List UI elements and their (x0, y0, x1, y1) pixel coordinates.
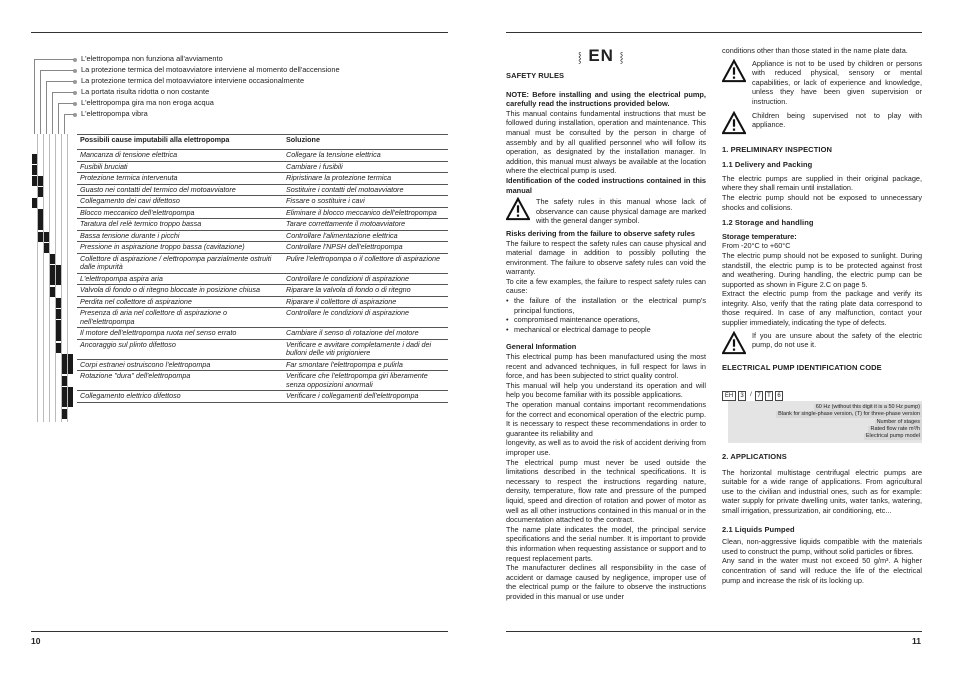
fault-marker (62, 387, 67, 407)
code-box: / (748, 391, 754, 401)
warning-text: The safety rules in this manual whose lack of observance can cause physical damage are marked with the general danger symbol. (536, 197, 706, 226)
cause-cell: Ancoraggio sul plinto difettoso (77, 339, 283, 359)
solution-cell: Eliminare il blocco meccanico dell'elettropompa (283, 207, 448, 219)
paragraph: The failure to respect the safety rules can cause physical and material damage in addition to possibly polluting the environment. The failure to observe safety rules can void the warranty. (506, 238, 706, 277)
solution-cell: Riparare il collettore di aspirazione (283, 296, 448, 308)
fault-marker (56, 298, 61, 308)
paragraph: longevity, as well as to avoid the risk of accident deriving from improper use. (506, 438, 706, 457)
fault-marker (50, 287, 55, 297)
table-row (77, 285, 448, 297)
cause-cell: Fusibili bruciati (77, 161, 283, 173)
grid-line (67, 134, 68, 422)
paragraph: The electric pump should not be exposed to sunlight. During standstill, the electric pump is to be protected against frost and weathering. During handling, the electric pump can be supported as shown in Figure 2.C on page 5. (722, 250, 922, 289)
paragraph: The operation manual contains important recommendations for the correct and economical operation of the electric pump. It is necessary to respect these recommendations in order to guarantee its reliability and (506, 400, 706, 438)
danger-triangle-icon (722, 111, 746, 135)
table-row (77, 359, 448, 371)
paragraph: Any sand in the water must not exceed 50 g/m³. A higher concentration of sand will reduce the life of the electrical pump and increase the risk of its locking up. (722, 556, 922, 585)
cause-cell: Rotazione "dura" dell'elettropompa (77, 371, 283, 391)
danger-triangle-icon (722, 59, 746, 83)
fault-marker (62, 409, 67, 419)
paragraph: This manual will help you understand its operation and will help you become familiar with its possible applications. (506, 380, 706, 400)
code-box: T (765, 391, 773, 401)
cause-cell: Blocco meccanico dell'elettropompa (77, 207, 283, 219)
connector-line (52, 92, 53, 134)
connector-line (58, 103, 74, 104)
troubleshooting-table (77, 134, 448, 403)
intro-paragraph: This manual contains fundamental instructions that must be followed during installation, operation and maintenance. This manual must be consulted by the person in charge of assembly and by all qualified personnel who will follow its operation, as designated by the installation manager. In addition, this manual must always be available at the location where the electrical pump is used. (506, 108, 706, 176)
fault-item: La protezione termica del motoavviatore interviene al momento dell'accensione (81, 65, 340, 74)
paragraph: The horizontal multistage centrifugal electric pumps are suitable for a wide range of applications. From agricultural use to the civilian and industrial ones, such as for example: water supply for private dwelling units, water tanks, watering, small irrigation, pressurization, air conditioning, etc... (722, 467, 922, 515)
page-number: 11 (912, 636, 921, 646)
cause-cell: Protezione termica intervenuta (77, 173, 283, 185)
solution-cell: Controllare l'NPSH dell'elettropompa (283, 242, 448, 254)
table-row (77, 253, 448, 273)
fault-marker (56, 265, 61, 285)
subheading: Risks deriving from the failure to observe safety rules (506, 228, 695, 238)
column-right (722, 46, 922, 372)
code-label: 60 Hz (without this digit it is a 50 Hz pump) (815, 404, 920, 410)
fault-marker (56, 343, 61, 353)
cause-cell: Corpi estranei ostruiscono l'elettropompa (77, 359, 283, 371)
fault-marker (50, 265, 55, 285)
connector-line (34, 59, 35, 134)
connector-line (34, 59, 74, 60)
warning-block (722, 331, 922, 355)
connector-line (46, 81, 74, 82)
section-title: SAFETY RULES (506, 71, 565, 80)
warning-text: If you are unsure about the safety of the electric pump, do not use it. (752, 330, 922, 350)
fault-marker (62, 376, 67, 386)
table-row (77, 207, 448, 219)
solution-cell: Controllare l'alimentazione elettrica (283, 230, 448, 242)
list-item: • mechanical or electrical damage to people (506, 325, 706, 335)
solution-cell: Verificare e avvitare completamente i dadi dei bulloni delle viti prigioniere (283, 339, 448, 359)
language-tag: EN (588, 46, 614, 65)
table-row (77, 219, 448, 231)
paragraph: conditions other than those stated in the name plate data. (722, 46, 908, 55)
cause-cell: L'elettropompa aspira aria (77, 273, 283, 285)
danger-triangle-icon (506, 197, 530, 221)
table-row (77, 173, 448, 185)
warning-block (722, 111, 922, 135)
paragraph: From -20°C to +60°C (722, 241, 791, 251)
solution-cell: Pulire l'elettropompa o il collettore di aspirazione (283, 253, 448, 273)
connector-line (58, 103, 59, 134)
warning-block (722, 59, 922, 107)
paragraph: To cite a few examples, the failure to respect safety rules can cause: (506, 276, 706, 296)
fault-marker (38, 209, 43, 230)
section-title: ELECTRICAL PUMP IDENTIFICATION CODE (722, 362, 882, 372)
code-label: Number of stages (876, 419, 920, 425)
subsection-title: 2.1 Liquids Pumped (722, 524, 795, 534)
table-row (77, 371, 448, 391)
cause-cell: Collegamento elettrico difettoso (77, 391, 283, 403)
fault-marker (68, 387, 73, 407)
paragraph: The electric pump should not be exposed to unnecessary shocks and collisions. (722, 192, 922, 212)
fault-marker (38, 232, 43, 242)
table-row (77, 339, 448, 359)
solution-cell: Sostituire i contatti del motoavviatore (283, 184, 448, 196)
paragraph: Extract the electric pump from the package and verify its integrity. Also, verify that the rating plate data correspond to those required. In case of any malfunction, contact your supplier immediately, indicating the type of defects. (722, 289, 922, 328)
right-bottom-rule (506, 631, 922, 632)
cause-cell: Bassa tensione durante i picchi (77, 230, 283, 242)
fault-marker (62, 354, 67, 374)
cause-cell: Perdita nel collettore di aspirazione (77, 296, 283, 308)
table-row (77, 308, 448, 328)
cause-cell: Il motore dell'elettropompa ruota nel senso errato (77, 328, 283, 340)
table-row (77, 230, 448, 242)
right-top-rule (506, 32, 922, 33)
fault-marker (32, 198, 37, 208)
risks-list (506, 296, 706, 334)
danger-triangle-icon (722, 331, 746, 355)
table-row (77, 391, 448, 403)
code-label: Rated flow rate m³/h (870, 426, 920, 432)
page-number: 10 (31, 636, 41, 646)
solution-cell: Collegare la tensione elettrica (283, 150, 448, 162)
connector-line (64, 114, 74, 115)
list-item: • the failure of the installation or the electrical pump's principal functions, (506, 296, 706, 315)
fault-marker (68, 354, 73, 374)
table-row (77, 150, 448, 162)
warning-text: Appliance is not to be used by children or persons with reduced physical, sensory or mental capabilities, or lack of experience and knowledge, unless they have been given supervision or instruction. (752, 58, 922, 106)
solution-cell: Fissare o sostituire i cavi (283, 196, 448, 208)
code-box: 3 (738, 391, 746, 401)
subheading: General Information (506, 342, 577, 352)
code-box: 6 (775, 391, 783, 401)
solution-cell: Riparare la valvola di fondo o di ritegno (283, 285, 448, 297)
fault-marker (56, 320, 61, 341)
code-label: Blank for single-phase version, (T) for three-phase version (778, 411, 920, 417)
warning-text: Children being supervised not to play with appliance. (752, 110, 922, 130)
table-row (77, 242, 448, 254)
subsection-title: 1.1 Delivery and Packing (722, 160, 813, 170)
subsection-title: 1.2 Storage and handling (722, 218, 814, 228)
table-row (77, 296, 448, 308)
fault-marker (50, 254, 55, 264)
section-title: 2. APPLICATIONS (722, 452, 787, 461)
paragraph: The name plate indicates the model, the principal service specifications and the serial number. It is important to provide this information when requesting assistance or support and to request replacement parts. (506, 524, 706, 563)
table-row (77, 273, 448, 285)
connector-line (52, 92, 74, 93)
fault-marker (38, 176, 43, 186)
section-title: 1. PRELIMINARY INSPECTION (722, 144, 833, 154)
solution-cell: Verificare che l'elettropompa giri liberamente senza opposizioni anormali (283, 371, 448, 391)
paragraph: This electrical pump has been manufactured using the most recent and advanced techniques, in full respect for laws in force, and has been subjected to strict quality control. (506, 352, 706, 381)
solution-cell: Controllare le condizioni di aspirazione (283, 273, 448, 285)
subheading: Identification of the coded instructions contained in this manual (506, 175, 706, 195)
fault-marker (44, 232, 49, 242)
solution-cell: Far smontare l'elettropompa e pulirla (283, 359, 448, 371)
paragraph: Clean, non-aggressive liquids compatible with the materials used to construct the pump, without solid particles or fibres. (722, 537, 922, 556)
solution-cell: Tarare correttamente il motoavviatore (283, 219, 448, 231)
cause-cell: Collettore di aspirazione / elettropompa parzialmente ostruiti dalle impurità (77, 253, 283, 273)
cause-cell: Mancanza di tensione elettrica (77, 150, 283, 162)
label: Storage temperature: (722, 231, 797, 241)
grid-line (43, 134, 44, 422)
fault-marker (32, 154, 37, 164)
table-header-row (77, 135, 448, 150)
code-label: Electrical pump model (865, 433, 920, 439)
table-row (77, 184, 448, 196)
cause-cell: Taratura del relè termico troppo bassa (77, 219, 283, 231)
language-heading (578, 46, 624, 66)
cause-cell: Pressione in aspirazione troppo bassa (cavitazione) (77, 242, 283, 254)
solution-cell: Cambiare i fusibili (283, 161, 448, 173)
cause-cell: Valvola di fondo o di ritegno bloccate in posizione chiusa (77, 285, 283, 297)
table-row (77, 196, 448, 208)
note-paragraph: NOTE: Before installing and using the electrical pump, carefully read the instructions provided below. (506, 89, 706, 109)
fault-item: L'elettropompa gira ma non eroga acqua (81, 98, 214, 107)
identification-code-diagram (722, 391, 922, 443)
fault-marker (32, 176, 37, 186)
column-middle (506, 71, 706, 601)
solution-cell: Cambiare il senso di rotazione del motore (283, 328, 448, 340)
cause-cell: Presenza di aria nel collettore di aspirazione o nell'elettropompa (77, 308, 283, 328)
fault-item: La protezione termica del motoavviatore interviene occasionalmente (81, 76, 305, 85)
flag-mark-icon: ⸾ (619, 52, 625, 64)
code-box: EH (722, 391, 736, 401)
warning-block (506, 197, 706, 226)
fault-marker (44, 243, 49, 253)
fault-item: L'elettropompa vibra (81, 109, 148, 118)
code-box: 7 (755, 391, 763, 401)
cause-cell: Guasto nei contatti del termico del motoavviatore (77, 184, 283, 196)
list-item: • compromised maintenance operations, (506, 315, 706, 325)
connector-line (40, 70, 74, 71)
flag-mark-icon: ⸾ (578, 52, 583, 64)
paragraph: The electrical pump must never be used outside the limitations described in the technical specifications. It is necessary to respect the instructions regarding nature, density, temperature, flow rate and pressure of the pumped liquid, speed and direction of rotation and power of motor as well as all other instructions contained in this manual or in the documentation attached to the contract. (506, 457, 706, 525)
column-right-lower (722, 452, 922, 585)
fault-marker (32, 165, 37, 175)
solution-cell: Verificare i collegamenti dell'elettropompa (283, 391, 448, 403)
fault-item: La portata risulta ridotta o non costante (81, 87, 210, 96)
column-header: Soluzione (283, 135, 448, 150)
paragraph: The electric pumps are supplied in their original package, where they shall remain until installation. (722, 173, 922, 193)
connector-line (40, 70, 41, 134)
column-header: Possibili cause imputabili alla elettropompa (77, 135, 283, 150)
paragraph: The manufacturer declines all responsibility in the case of accident or damage caused by negligence, improper use of the electrical pump or the failure to observe the instructions provided in this manual or use under (506, 563, 706, 601)
connector-line (46, 81, 47, 134)
connector-line (64, 114, 65, 134)
fault-marker (56, 309, 61, 319)
solution-cell: Controllare le condizioni di aspirazione (283, 308, 448, 328)
table-row (77, 161, 448, 173)
fault-item: L'elettropompa non funziona all'avviamento (81, 54, 223, 63)
cause-cell: Collegamento dei cavi difettoso (77, 196, 283, 208)
fault-marker (38, 187, 43, 197)
table-row (77, 328, 448, 340)
solution-cell: Ripristinare la protezione termica (283, 173, 448, 185)
